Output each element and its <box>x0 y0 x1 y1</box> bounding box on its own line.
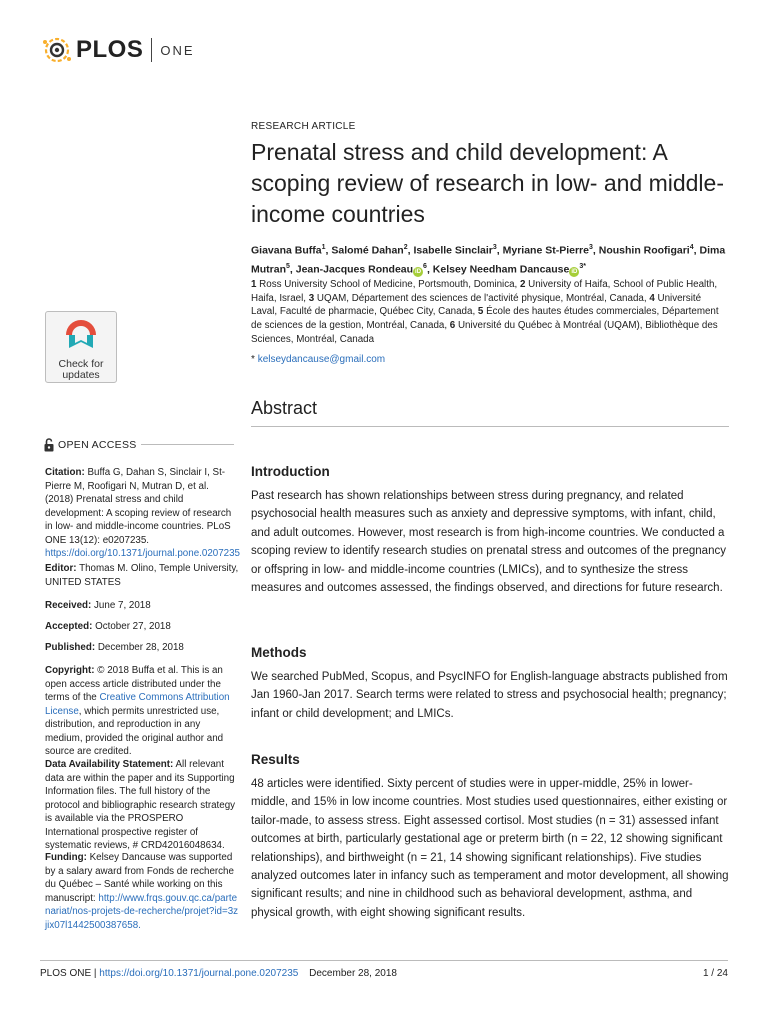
cc-license-link[interactable]: Creative Commons Attribution License <box>45 692 230 717</box>
footer-citation: PLOS ONE | https://doi.org/10.1371/journal.pone.0207235 December 28, 2018 <box>40 968 397 979</box>
footer-doi-link[interactable]: https://doi.org/10.1371/journal.pone.0207235 <box>99 968 299 979</box>
affiliations <box>251 278 729 347</box>
affiliation-text: Université Laval, Faculté de pharmacie, Québec City, Canada, <box>251 292 702 318</box>
affiliation-text: Ross University School of Medicine, Portsmouth, Dominica, <box>256 279 520 290</box>
affiliation-text: University of Haifa, School of Public Health, Haifa, Israel, <box>251 279 718 304</box>
introduction-text: Past research has shown relationships between stress during pregnancy, and related psychosocial health measures such as anxiety and depressive symptoms, with infant, child, and adult outcomes. However, most research is from high-income countries. We conducted a scoping review to identify research studies on prenatal stress and outcomes of the pregnancy or offspring in low- and middle-income countries (LMICs), and to synthesize the stress measures and outcomes assessed, the findings observed, and directions for future research. <box>251 490 726 595</box>
author-name: Isabelle Sinclair <box>413 244 493 257</box>
author-affiliation-number: 5 <box>286 262 290 270</box>
corresponding-email: * kelseydancause@gmail.com <box>251 354 386 365</box>
affiliation-number: 4 <box>649 292 655 304</box>
author-name: Noushin Roofigari <box>598 244 690 257</box>
methods-text: We searched PubMed, Scopus, and PsycINFO for English-language abstracts published from Jan 1960-Jan 2017. Search terms were related to stress and psychosocial health; pregnancy; infant or child development; and LMICs. <box>251 671 728 720</box>
author-affiliation-number: 2 <box>403 244 408 251</box>
author-affiliation-number: 1 <box>321 244 326 251</box>
introduction-heading: Introduction <box>251 464 330 479</box>
published-date: Published: December 28, 2018 <box>45 642 184 653</box>
affiliation-number: 6 <box>449 320 456 332</box>
crossmark-icon <box>64 318 98 352</box>
results-text: 48 articles were identified. Sixty percent of studies were in upper-middle, 25% in lower-middle, and 15% in low income countries. Most studies used questionnaires, either existing or tailor-made, to assess stress. Eight assessed cortisol. Most studies (n = 31) assessed infant outcomes at birth, particularly gestational age or preterm birth (n = 22, 12 showing significant relationships), and birthweight (n = 21, 14 showing significant relationships). Five studies analyzed outcomes later in infancy such as temperament and motor development, all showing significant results; and nine in childhood such as behavioral development, asthma, and physical growth, with eight showing significant results. <box>251 778 729 919</box>
author-affiliation-number: 6 <box>423 262 427 270</box>
editor-block: Editor: Thomas M. Olino, Temple University, UNITED STATES <box>45 563 239 588</box>
citation-doi-link[interactable]: https://doi.org/10.1371/journal.pone.0207235 <box>45 548 241 559</box>
author-affiliation-number: 3* <box>579 262 586 270</box>
funding-block: Funding: Kelsey Dancause was supported by a salary award from Fonds de recherche du Québec – Santé while working on this manuscript: http://www.frqs.gouv.qc.ca/partenariat/nos-projets-de-recherche/projet?id=3zjix07l1442500387658. <box>45 852 239 931</box>
funding-link[interactable]: http://www.frqs.gouv.qc.ca/partenariat/nos-projets-de-recherche/projet?id=3zjix07l1442500387658. <box>45 892 239 931</box>
author-list: Giavana Buffa$^1$, Salomé Dahan$^2$, Isabelle Sinclair$^3$, Myriane St-Pierre$^3$, Noushin Roofigari$^4$, Dima Mutran$^5$, Jean-Jacques Rondeau $iD^6$, Kelsey Needham Dancause $iD^{3*}$ <box>251 244 726 275</box>
open-access-section <box>44 439 234 451</box>
affiliation-number: 2 <box>519 279 526 290</box>
logo-journal-text: ONE <box>160 42 195 58</box>
plos-logo-icon <box>40 33 74 67</box>
check-for-updates-label: Check for updates <box>58 358 104 381</box>
affiliation-text: Université du Québec à Montréal (UQAM), Bibliothèque des Sciences, Montréal, Canada <box>251 320 718 345</box>
author-name: Dima Mutran <box>251 244 726 275</box>
author-affiliation-number: 3 <box>492 244 497 251</box>
page-number: 1 / 24 <box>702 968 728 979</box>
accepted-date: Accepted: October 27, 2018 <box>45 621 171 632</box>
methods-heading: Methods <box>251 645 307 660</box>
logo-plos-text: PLOS <box>76 36 144 63</box>
author-name: Salomé Dahan <box>331 244 404 257</box>
author-affiliation-number: 3 <box>588 244 593 251</box>
data-availability-block: Data Availability Statement: All relevant data are within the paper and its Supporting Information files. The full history of the protocol and bibliographic research strategy is available via the PROSPERO International prospective register of systematic reviews, # CRD42016048634. <box>45 759 236 851</box>
check-for-updates-badge[interactable] <box>45 311 117 383</box>
open-access-label: OPEN ACCESS <box>58 439 137 451</box>
abstract-heading: Abstract <box>251 398 318 418</box>
affiliation-number: 1 <box>251 279 257 290</box>
article-type: RESEARCH ARTICLE <box>251 121 356 132</box>
footer-divider <box>40 960 728 961</box>
affiliation-text: École des hautes études commerciales, Département de sciences de la gestion, Montréal, Canada, <box>251 306 719 332</box>
affiliation-number: 3 <box>308 292 315 304</box>
author-name: Jean-Jacques Rondeau <box>295 263 414 275</box>
open-lock-icon <box>44 438 54 452</box>
affiliation-text: UQAM, Département des sciences de l'activité physique, Montréal, Canada, <box>314 292 650 304</box>
results-heading: Results <box>251 752 300 767</box>
abstract-divider <box>251 426 729 427</box>
author-name: Giavana Buffa <box>251 244 322 257</box>
received-date: Received: June 7, 2018 <box>45 600 151 611</box>
author-affiliation-number: 4 <box>689 244 694 251</box>
article-title: Prenatal stress and child development: A scoping review of research in low- and middle-income countries <box>251 139 724 227</box>
email-link[interactable]: kelseydancause@gmail.com <box>257 354 386 365</box>
author-name: Myriane St-Pierre <box>502 244 589 257</box>
copyright-block: Copyright: © 2018 Buffa et al. This is an open access article distributed under the terms of the Creative Commons Attribution License, which permits unrestricted use, distribution, and reproduction in any medium, provided the original author and source are credited. <box>45 665 230 757</box>
author-name: Kelsey Needham Dancause <box>432 263 570 275</box>
affiliation-number: 5 <box>477 306 484 318</box>
orcid-icon[interactable]: iD <box>571 269 578 275</box>
logo-divider <box>151 38 152 62</box>
plos-one-logo[interactable] <box>40 34 195 66</box>
orcid-icon[interactable]: iD <box>415 269 422 275</box>
citation-block: Citation: Buffa G, Dahan S, Sinclair I, St-Pierre M, Roofigari N, Mutran D, et al. (2018) Prenatal stress and child development: A scoping review of research in low- and middle-income countries. PLoS ONE 13(12): e0207235. https://doi.org/10.1371/journal.pone.0207235 <box>45 467 241 559</box>
